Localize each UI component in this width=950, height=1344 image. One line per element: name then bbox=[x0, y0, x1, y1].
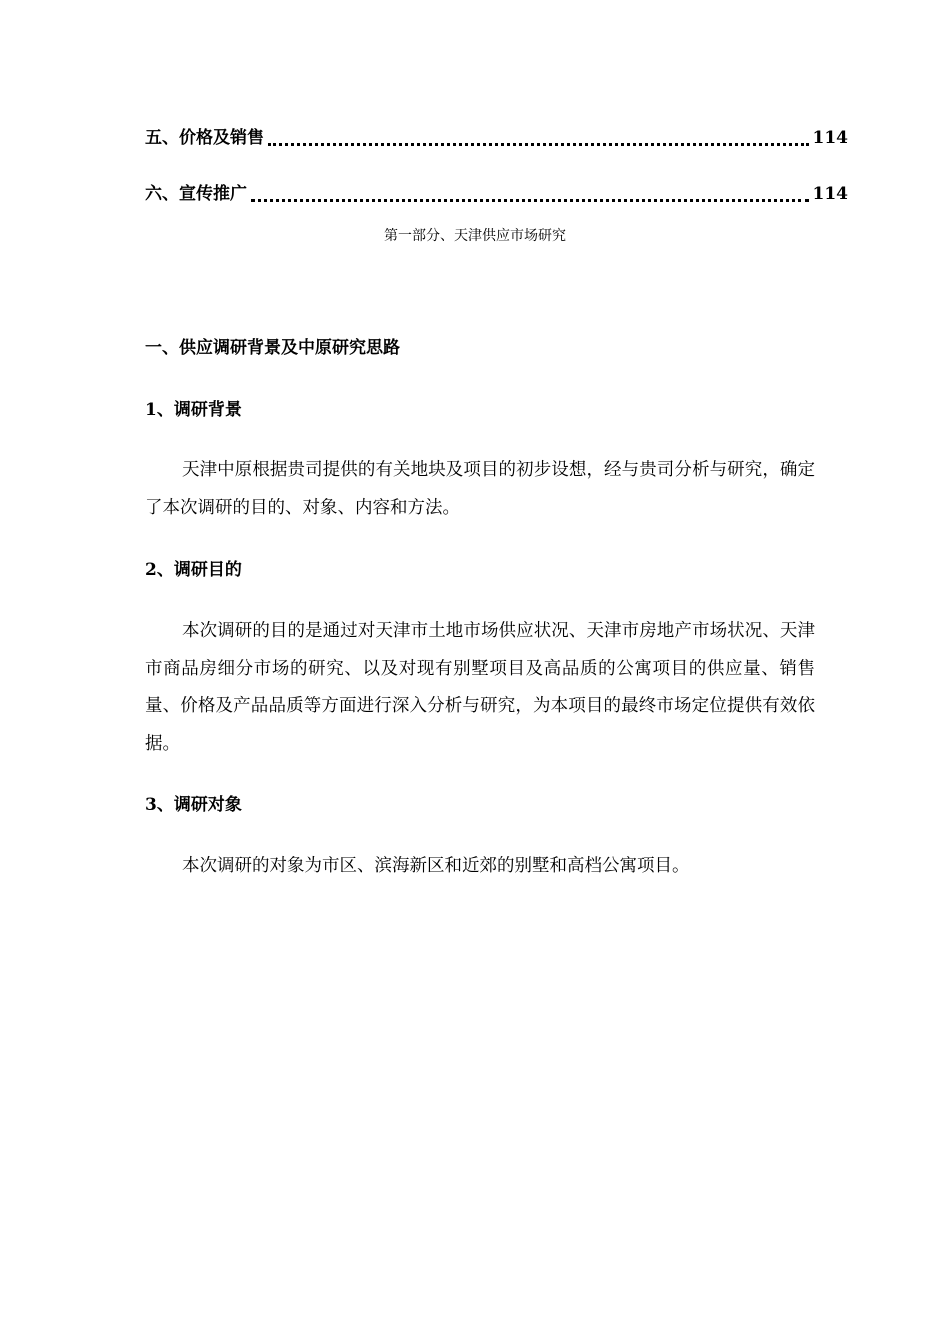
toc-entry-label: 六、宣传推广 bbox=[145, 184, 247, 204]
toc-page-number: 114 bbox=[812, 128, 848, 148]
subsection-heading-background: 1、调研背景 bbox=[145, 400, 242, 420]
toc-leader-dots bbox=[251, 199, 809, 202]
toc-entry-pricing-sales[interactable] bbox=[145, 124, 848, 152]
subsection-heading-target: 3、调研对象 bbox=[145, 795, 242, 815]
toc-page-number: 114 bbox=[812, 184, 848, 204]
toc-entry-label: 五、价格及销售 bbox=[145, 128, 264, 148]
toc-leader-dots bbox=[268, 143, 809, 146]
section-heading: 一、供应调研背景及中原研究思路 bbox=[145, 338, 400, 358]
toc-entry-promotion[interactable] bbox=[145, 180, 848, 208]
subsection-heading-purpose: 2、调研目的 bbox=[145, 560, 242, 580]
part-title: 第一部分、天津供应市场研究 bbox=[384, 228, 566, 244]
paragraph-target: 本次调研的对象为市区、滨海新区和近郊的别墅和高档公寓项目。 bbox=[182, 856, 690, 876]
paragraph-purpose: 本次调研的目的是通过对天津市土地市场供应状况、天津市房地产市场状况、天津市商品房细分市场的研究、以及对现有别墅项目及高品质的公寓项目的供应量、销售量、价格及产品品质等方面进行深入分析与研究，为本项目的最终市场定位提供有效依据。 bbox=[145, 621, 815, 754]
paragraph-background: 天津中原根据贵司提供的有关地块及项目的初步设想，经与贵司分析与研究，确定了本次调研的目的、对象、内容和方法。 bbox=[145, 460, 815, 518]
